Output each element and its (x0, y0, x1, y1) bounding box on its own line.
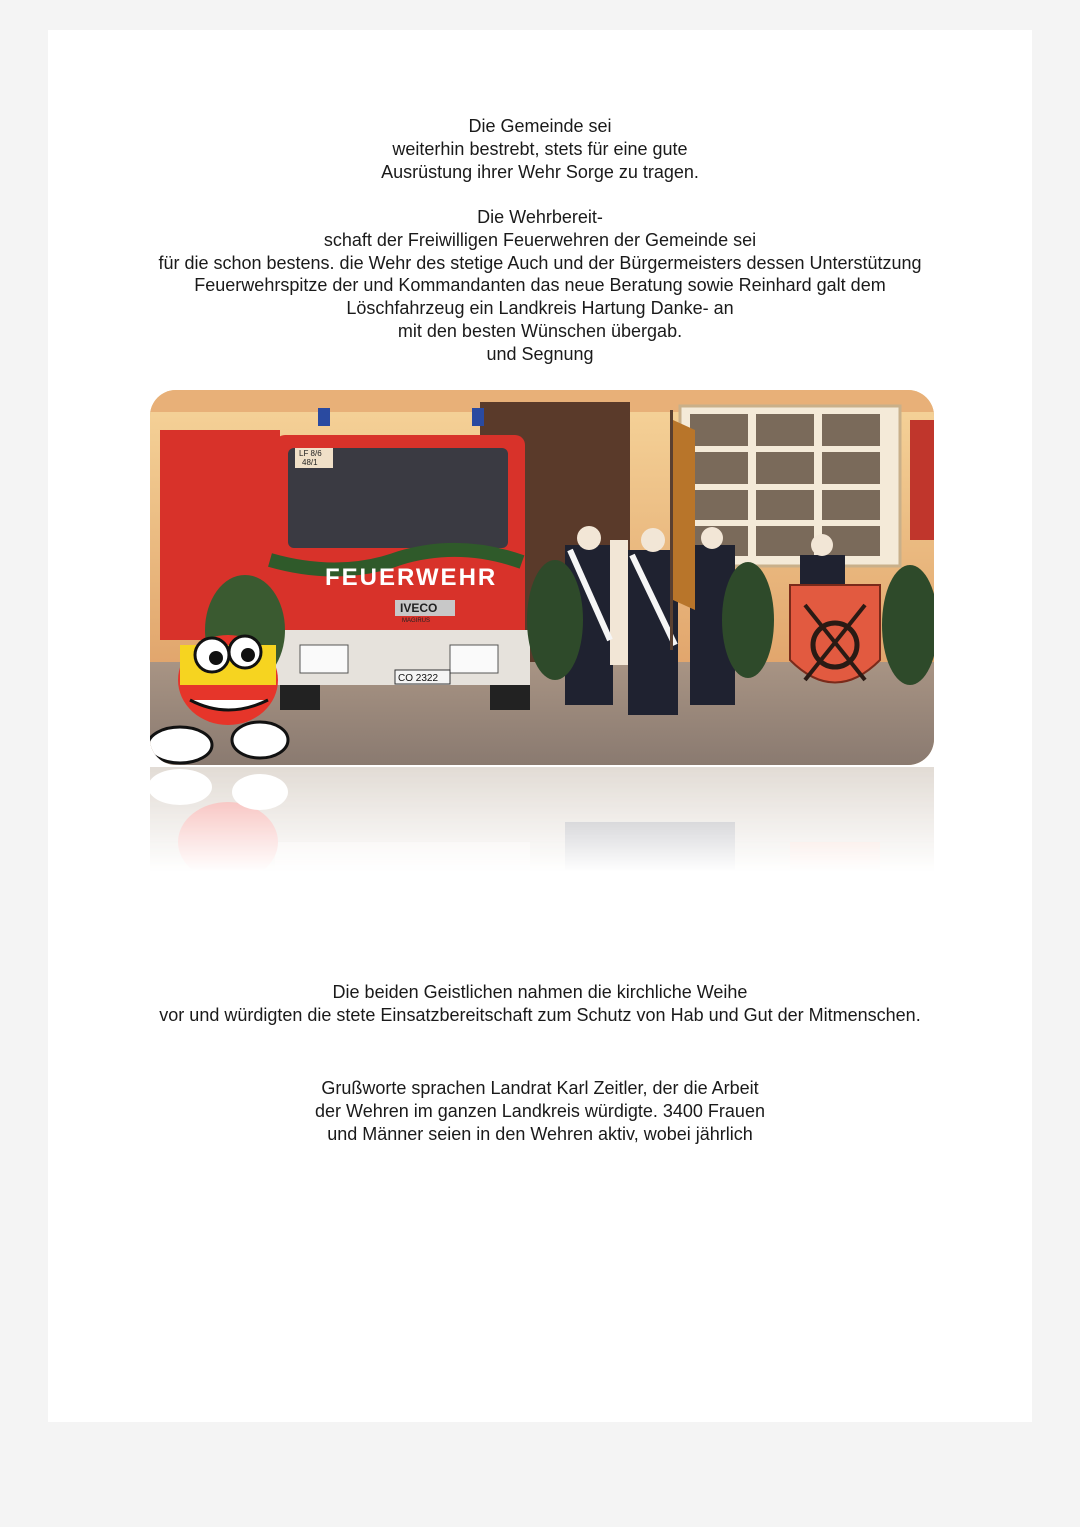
text-line: mit den besten Wünschen übergab. (397, 320, 683, 341)
paragraph-1 (0, 115, 1080, 183)
text-line: Löschfahrzeug ein Landkreis Hartung Danke- an (346, 298, 734, 319)
paragraph-3 (0, 981, 1080, 1027)
text-line: schaft der Freiwilligen Feuerwehren der Gemeinde sei (323, 229, 757, 250)
truck-lettering: FEUERWEHR (325, 564, 498, 591)
text-line: weiterhin bestrebt, stets für eine gute (392, 138, 688, 159)
text-line: Die Wehrbereit- (477, 207, 603, 227)
text-line: Feuerwehrspitze der und Kommandanten das neue Beratung sowie Reinhard galt dem (194, 275, 886, 296)
text-line: vor und würdigten die stete Einsatzbereitschaft zum Schutz von Hab und Gut der Mitmenschen. (159, 1004, 921, 1025)
text-line: Grußworte sprachen Landrat Karl Zeitler, der die Arbeit (321, 1078, 759, 1098)
photo-fire-truck-ceremony (150, 390, 934, 765)
text-line: für die schon bestens. die Wehr des stetige Auch und der Bürgermeisters dessen Unterstützung (158, 252, 922, 273)
photo-frame (150, 390, 934, 765)
truck-sign-line2: 48/1 (302, 458, 318, 467)
paragraph-4 (0, 1077, 1080, 1145)
license-plate: CO 2322 (398, 673, 439, 684)
truck-brand: IVECO (400, 601, 438, 615)
text-line: Die Gemeinde sei (468, 116, 612, 136)
paragraph-2 (0, 206, 1080, 366)
text-line: Ausrüstung ihrer Wehr Sorge zu tragen. (381, 161, 699, 182)
text-line: Die beiden Geistlichen nahmen die kirchliche Weihe (332, 982, 748, 1002)
truck-brand-sub: MAGIRUS (402, 618, 431, 624)
text-line: der Wehren im ganzen Landkreis würdigte. 3400 Frauen (315, 1100, 765, 1121)
text-line: und Männer seien in den Wehren aktiv, wobei jährlich (327, 1123, 753, 1144)
photo-reflection (150, 767, 934, 872)
text-line: und Segnung (486, 343, 594, 364)
truck-sign-line1: LF 8/6 (299, 449, 322, 458)
